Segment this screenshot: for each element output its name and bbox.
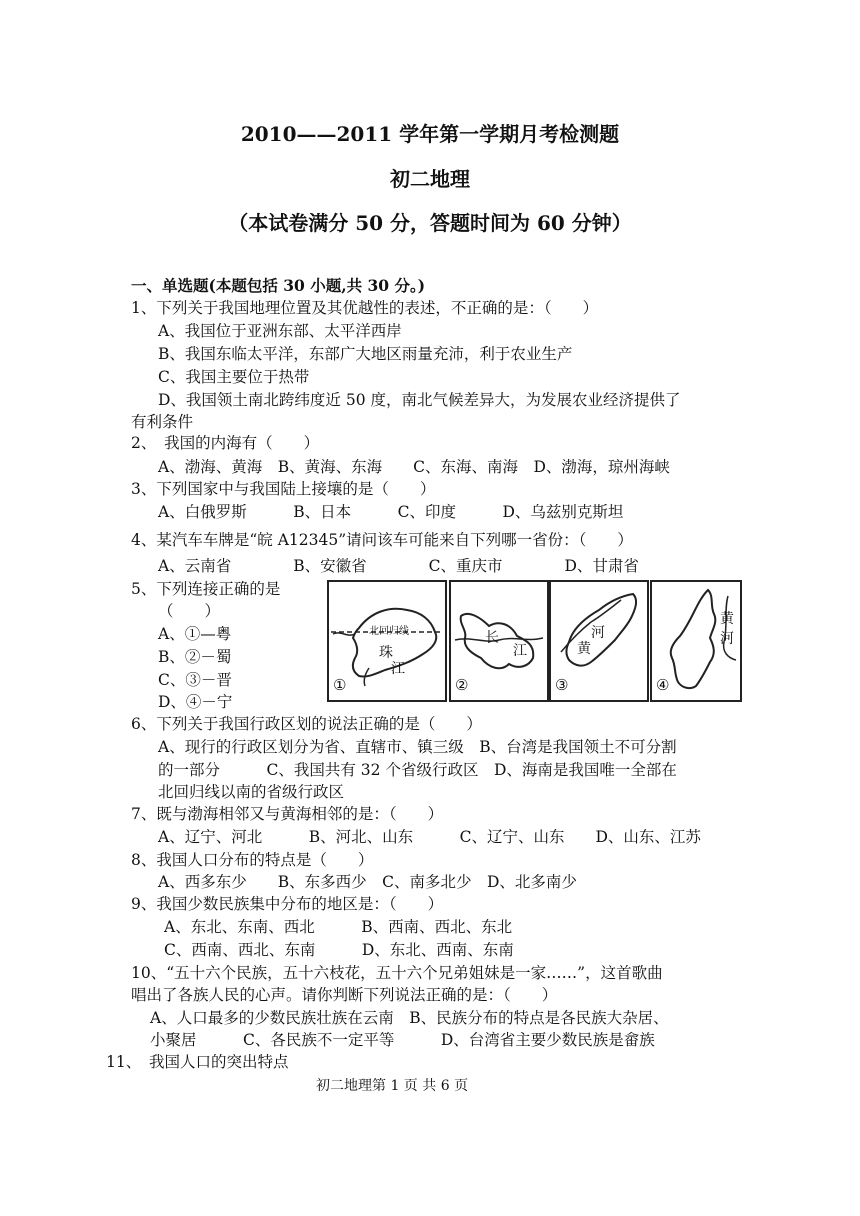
map-4-label-he: 河 — [720, 631, 734, 647]
question-3-stem: 3、下列国家中与我国陆上接壤的是（ ） — [131, 480, 436, 498]
question-1-stem: 1、下列关于我国地理位置及其优越性的表述，不正确的是：（ ） — [131, 299, 599, 317]
map-1-label-jiang: 江 — [391, 661, 405, 677]
question-9-stem: 9、我国少数民族集中分布的地区是：（ ） — [131, 895, 444, 913]
exam-note: （本试卷满分 50 分，答题时间为 60 分钟） — [228, 211, 632, 235]
map-1-tropic-label: 北回归线 — [369, 626, 409, 637]
ningxia-outline — [671, 590, 716, 688]
map-3-number: ③ — [555, 676, 569, 694]
question-7-stem: 7、既与渤海相邻又与黄海相邻的是：（ ） — [131, 805, 444, 823]
question-4-stem: 4、某汽车车牌是“皖 A12345”请问该车可能来自下列哪一省份：（ ） — [131, 531, 633, 549]
question-5-option-a: A、①—粤 — [158, 625, 232, 643]
question-10-line-1: 10、“五十六个民族，五十六枝花，五十六个兄弟姐妹是一家……”，这首歌曲 — [131, 964, 663, 982]
question-1-option-c: C、我国主要位于热带 — [158, 368, 310, 386]
map-2-number: ② — [455, 676, 469, 694]
question-10-line-4: 小聚居 C、各民族不一定平等 D、台湾省主要少数民族是畲族 — [150, 1031, 655, 1049]
question-1-option-d-cont: 有利条件 — [131, 413, 194, 431]
map-1-label-zhu: 珠 — [379, 645, 393, 661]
question-6-line-2: 的一部分 C、我国共有 32 个省级行政区 D、海南是我国唯一全部在 — [158, 761, 677, 779]
question-4-options: A、云南省 B、安徽省 C、重庆市 D、甘肃省 — [158, 557, 639, 575]
question-10-line-2: 唱出了各族人民的心声。请你判断下列说法正确的是：（ ） — [131, 986, 558, 1004]
exam-title: 2010——2011 学年第一学期月考检测题 — [240, 122, 620, 146]
map-1-guangdong — [327, 580, 447, 702]
question-6-line-3: 北回归线以南的省级行政区 — [158, 783, 345, 801]
question-5-option-c: C、③－晋 — [158, 671, 232, 689]
map-2-label-jiang: 江 — [513, 643, 527, 659]
question-3-options: A、白俄罗斯 B、日本 C、印度 D、乌兹别克斯坦 — [158, 503, 624, 521]
map-2-label-chang: 长 — [485, 630, 499, 646]
question-1-option-b: B、我国东临太平洋，东部广大地区雨量充沛，利于农业生产 — [158, 345, 573, 363]
question-9-options-cd: C、西南、西北、东南 D、东北、西南、东南 — [164, 941, 514, 959]
map-3-shanxi — [549, 580, 649, 702]
question-5-answer-paren: （ ） — [158, 602, 221, 620]
exam-subject: 初二地理 — [390, 167, 470, 191]
question-6-stem: 6、下列关于我国行政区划的说法正确的是（ ） — [131, 715, 482, 733]
question-6-line-1: A、现行的行政区划分为省、直辖市、镇三级 B、台湾是我国领土不可分割 — [158, 738, 677, 756]
question-5-option-b: B、②－蜀 — [158, 648, 232, 666]
question-10-line-3: A、人口最多的少数民族壮族在云南 B、民族分布的特点是各民族大杂居、 — [150, 1009, 669, 1027]
map-3-label-he: 河 — [591, 625, 605, 641]
question-8-options: A、西多东少 B、东多西少 C、南多北少 D、北多南少 — [158, 873, 577, 891]
question-7-options: A、辽宁、河北 B、河北、山东 C、辽宁、山东 D、山东、江苏 — [158, 828, 701, 846]
map-3-label-huang: 黄 — [577, 641, 591, 657]
map-4-ningxia — [650, 580, 742, 702]
question-2-stem: 2、 我国的内海有（ ） — [131, 434, 320, 452]
question-1-option-a: A、我国位于亚洲东部、太平洋西岸 — [158, 322, 402, 340]
question-11-stem: 11、 我国人口的突出特点 — [106, 1053, 289, 1071]
section-heading: 一、单选题(本题包括 30 小题,共 30 分。) — [131, 276, 426, 295]
map-2-chongqing — [449, 580, 549, 702]
question-5-option-d: D、④－宁 — [158, 693, 233, 711]
question-2-options: A、渤海、黄海 B、黄海、东海 C、东海、南海 D、渤海，琼州海峡 — [158, 458, 670, 476]
question-9-options-ab: A、东北、东南、西北 B、西南、西北、东北 — [164, 918, 513, 936]
page-footer: 初二地理第 1 页 共 6 页 — [316, 1078, 469, 1094]
map-1-number: ① — [333, 676, 347, 694]
question-1-option-d: D、我国领土南北跨纬度近 50 度，南北气候差异大，为发展农业经济提供了 — [158, 391, 681, 409]
map-4-number: ④ — [656, 676, 670, 694]
question-8-stem: 8、我国人口分布的特点是（ ） — [131, 851, 374, 869]
map-4-label-huang: 黄 — [720, 611, 734, 627]
question-5-stem: 5、下列连接正确的是 — [131, 580, 281, 598]
